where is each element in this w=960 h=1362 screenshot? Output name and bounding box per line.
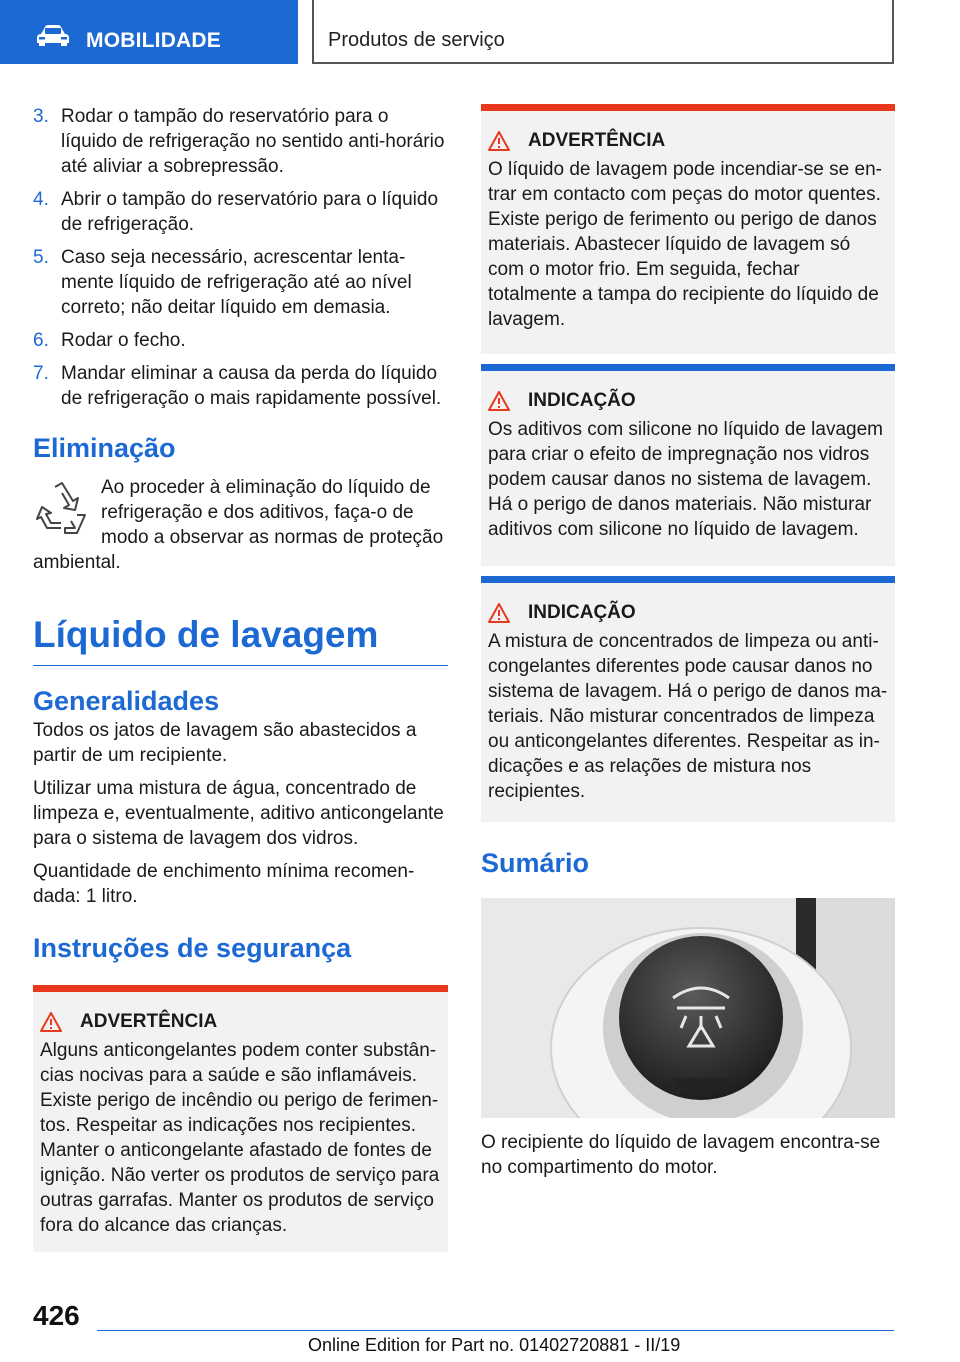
- subsection-title: Produtos de serviço: [328, 29, 505, 51]
- list-item: [33, 245, 448, 320]
- general-heading: Generalidades: [33, 686, 220, 716]
- step-text: Rodar o fecho.: [61, 330, 186, 351]
- step-text: Abrir o tampão do reservatório para o líquido de refrigeração.: [61, 189, 439, 235]
- list-item: [33, 104, 448, 179]
- photo-caption: O recipiente do líquido de lavagem encontra-se no compartimento do motor.: [481, 1132, 881, 1178]
- footer-divider: [97, 1330, 894, 1331]
- step-number: 3.: [33, 106, 49, 127]
- step-text: Rodar o tampão do reservatório para o líquido de refrigeração no sentido anti-horário até aliviar a sobrepressão.: [61, 106, 445, 177]
- main-heading: Líquido de lavagem: [33, 611, 448, 666]
- warning-triangle-icon: [488, 131, 510, 151]
- step-number: 7.: [33, 363, 49, 384]
- caution-triangle-icon: [488, 603, 510, 623]
- note-header: [488, 388, 888, 413]
- warning-header: [488, 128, 888, 153]
- warning-text: Alguns anticongelantes podem conter substâncias nocivas para a saúde e são inflamáveis. Existe perigo de incêndio ou perigo de ferimentos. Respeitar as indicações nos recipientes. Manter o anticongelante afastado de fontes de ignição. Não verter os produtos de serviço para outras garrafas. Manter os produtos de serviço fora do alcance das crianças.: [40, 1040, 440, 1236]
- list-item: [33, 328, 448, 353]
- washer-reservoir-photo: [481, 898, 895, 1118]
- caution-triangle-icon: [488, 391, 510, 411]
- note-title: INDICAÇÃO: [528, 390, 636, 411]
- general-paragraph-3: Quantidade de enchimento mínima recomendada: 1 litro.: [33, 861, 415, 907]
- car-icon: [36, 24, 70, 46]
- note-box: [481, 364, 895, 566]
- safety-heading: Instruções de segurança: [33, 933, 352, 963]
- summary-heading: Sumário: [481, 848, 590, 878]
- left-column: [33, 104, 448, 1252]
- right-column: [481, 104, 895, 1188]
- warning-title: ADVERTÊNCIA: [80, 1011, 218, 1032]
- section-tab: [0, 0, 298, 64]
- subsection-header: [312, 0, 894, 64]
- note-bar: [481, 576, 895, 583]
- general-paragraph-2: Utilizar uma mistura de água, concentrado de limpeza e, eventualmente, aditivo anticongelante para o sistema de lavagem dos vidros.: [33, 778, 444, 849]
- warning-triangle-icon: [40, 1012, 62, 1032]
- general-paragraph-1: Todos os jatos de lavagem são abastecidos a partir de um recipiente.: [33, 720, 417, 766]
- note-title: INDICAÇÃO: [528, 602, 636, 623]
- warning-box: [481, 104, 895, 354]
- step-number: 5.: [33, 247, 49, 268]
- step-number: 6.: [33, 330, 49, 351]
- list-item: [33, 361, 448, 411]
- note-header: [488, 600, 888, 625]
- note-bar: [481, 364, 895, 371]
- note-box: [481, 576, 895, 822]
- warning-box: [33, 985, 448, 1252]
- disposal-text: Ao proceder à eliminação do líquido de refrigeração e dos aditivos, faça-o de modo a observar as normas de proteção ambiental.: [33, 477, 444, 573]
- warning-title: ADVERTÊNCIA: [528, 130, 666, 151]
- recycle-icon: [33, 479, 91, 537]
- list-item: [33, 187, 448, 237]
- note-text: A mistura de concentrados de limpeza ou anticongelantes diferentes pode causar danos no sistema de lavagem. Há o perigo de danos materiais. Não misturar concentrados de limpeza ou anticongelantes diferentes. Respeitar as indicações e as relações de mistura nos recipientes.: [488, 631, 888, 802]
- edition-text: Online Edition for Part no. 01402720881 - II/19: [308, 1335, 681, 1355]
- steps-list: [33, 104, 448, 411]
- step-text: Caso seja necessário, acrescentar lentamente líquido de refrigeração até ao nível correto; não deitar líquido em demasia.: [61, 247, 412, 318]
- warning-bar: [33, 985, 448, 992]
- disposal-block: [33, 475, 448, 575]
- page-number: 426: [33, 1300, 80, 1331]
- step-number: 4.: [33, 189, 49, 210]
- warning-header: [40, 1009, 441, 1034]
- washer-cap-illustration: [481, 898, 895, 1118]
- note-text: Os aditivos com silicone no líquido de lavagem para criar o efeito de impregnação nos vidros podem causar danos no sistema de lavagem. Há o perigo de danos materiais. Não misturar aditivos com silicone no líquido de lavagem.: [488, 419, 883, 540]
- warning-text: O líquido de lavagem pode incendiar-se se entrar em contacto com peças do motor quentes. Existe perigo de ferimento ou perigo de danos materiais. Abastecer líquido de lavagem só com o motor frio. Em seguida, fechar totalmente a tampa do recipiente do líquido de lavagem.: [488, 159, 882, 330]
- disposal-heading: Eliminação: [33, 433, 176, 463]
- step-text: Mandar eliminar a causa da perda do líquido de refrigeração o mais rapidamente possível.: [61, 363, 442, 409]
- section-title: MOBILIDADE: [86, 29, 221, 52]
- warning-bar: [481, 104, 895, 111]
